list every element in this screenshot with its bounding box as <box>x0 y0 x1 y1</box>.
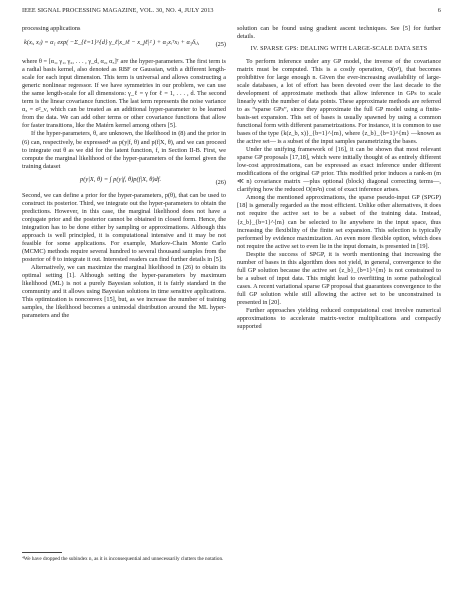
equation-26-number: (26) <box>215 178 226 186</box>
equation-26-body: p(y|X, θ) = ∫ p(y|f, θ)p(f|X, θ)df. <box>80 175 162 183</box>
paragraph: Alternatively, we can maximize the marginal likelihood in (26) to obtain its optimal setting [1]. Although setting the hyper-parameters by maximum likelihood (ML) is not a purely Bayesian solution, it is fairly standard in the community and it allows using Bayesian solutions in time sensitive applications. This optimization is nonconvex [15], but, as we increase the number of training samples, the likelihood becomes a unimodal distribution around the ML hyper-parameters and the <box>22 264 226 320</box>
equation-25-number: (25) <box>215 41 226 49</box>
paragraph: Further approaches yielding reduced computational cost involve numerical approximations to accelerate matrix-vector multiplications and compactly supported <box>237 307 441 331</box>
paragraph: To perform inference under any GP model, the inverse of the covariance matrix must be computed. This is a costly operation, O(n³), that becomes prohibitive for large enough n. Given the ever-increasing availability of large-scale databases, a lot of effort has been devoted over the last decade to the development of approximate methods that allow inference in GPs to scale linearly with the number of data points. These approximate methods are referred to as “sparse GPs”, since they approximate the full GP model using a finite-basis-set expansion. This set of bases is usually spawned by using a common functional form with different parametrizations. For instance, it is common to use bases of the type {k(z_b, x)}_{b=1}^{m}, where {z_b}_{b=1}^{m} —known as the active set— is a subset of the input samples parametrizing the bases. <box>237 57 441 146</box>
page-header <box>22 7 441 18</box>
paragraph: Second, we can define a prior for the hyper-parameters, p(θ), that can be used to construct its posterior. Third, we integrate out the hyper-parameters to obtain the predictions. However, in this case, the marginal likelihood does not have a conjugate prior and the posterior cannot be obtained in closed form. Hence, the integration has to be done either by sampling or approximations. Although this approach is well principled, it is computational intensive and it may be not feasible for some applications. For example, Markov-Chain Monte Carlo (MCMC) methods require several hundred to several thousand samples from the posterior of θ to integrate it out. Interested readers can find further details in [5]. <box>22 191 226 264</box>
paragraph: solution can be found using gradient ascent techniques. See [5] for further details. <box>237 25 441 41</box>
equation-25 <box>22 35 226 56</box>
intro-text: processing applications <box>22 25 81 32</box>
page-number: 6 <box>437 7 441 14</box>
footnote: ⁴We have dropped the subindex n, as it is inconsequential and unnecessarily clutters the notation. <box>22 556 224 562</box>
equation-25-body: k(xᵢ, xⱼ) = α₁ exp( −Σ_{ℓ=1}^{d} γ_ℓ|x_iℓ − x_jℓ|² ) + α₂xᵢᵀxⱼ + α₃δᵢⱼ, <box>24 39 200 47</box>
journal-name: IEEE SIGNAL PROCESSING MAGAZINE, VOL. 30, NO. 4, JULY 2013 <box>22 7 214 14</box>
paragraph: If the hyper-parameters, θ, are unknown, the likelihood in (8) and the prior in (6) can, respectively, be expressed⁴ as p(y|f, θ) and p(f|X, θ), and we can proceed to integrate out θ as we did for the latent function, f, in Section II-B. First, we compute the marginal likelihood of the hyper-parameters of the kernel given the training dataset <box>22 130 226 170</box>
paragraph: Under the unifying framework of [16], it can be shown that most relevant sparse GP proposals [17,18], which were initially thought of as entirely different low-cost approximations, can be expressed as exact inference under different modifications of the original GP prior. This modified prior induces a rank-m (m ≪ n) covariance matrix —plus optional (block) diagonal correcting terms—, clarifying how the reduced O(m²n) cost of exact inference arises. <box>237 146 441 194</box>
equation-26 <box>22 173 226 190</box>
paragraph: where θ = [α₁, γ₁, γ₂, . . . , γ_d, α₂, α₃]ᵀ are the hyper-parameters. The first term is a radial basis kernel, also denoted as RBF or Gaussian, with a different length-scale for each input dimension. This term is universal and allows constructing a generic nonlinear regressor. If we have symmetries in our problem, we can use the same length-scale for all dimensions: γ_ℓ = γ for ℓ = 1, . . . , d. The second term is the linear covariance function. The last term represents the noise variance α₃ = σ²_ν, which can be treated as an additional hyper-parameter to be learned from the data. We can add other terms or other covariance functions that allow for faster transitions, like the Matérn kernel among others [5]. <box>22 58 226 130</box>
left-column <box>22 25 226 320</box>
paragraph: Among the mentioned approximations, the sparse pseudo-input GP (SPGP) [18] is generally regarded as the most efficient. Unlike other alternatives, it does not require the active set to be a subset of the training data. Instead, {z_b}_{b=1}^{m} can be selected to lie anywhere in the input space, thus increasing the flexibility of the finite set expansion. This selection is typically performed by evidence maximization. An even more flexible option, which does not require the active set to even lie in the input domain, is presented in [19]. <box>237 194 441 250</box>
section-title: IV. SPARSE GPS: DEALING WITH LARGE-SCALE DATA SETS <box>250 46 428 53</box>
paragraph: Despite the success of SPGP, it is worth mentioning that increasing the number of bases in this algorithm does not yield, in general, convergence to the full GP solution because the active set {z_b}_{b=1}^{m} is not constrained to be a subset of input data. This might lead to overfitting in some pathological cases. A recent variational sparse GP proposal that guarantees convergence to the full GP solution while still allowing the active set to be unconstrained is presented in [20]. <box>237 250 441 306</box>
footnote-rule <box>22 552 62 553</box>
right-column <box>237 25 441 331</box>
